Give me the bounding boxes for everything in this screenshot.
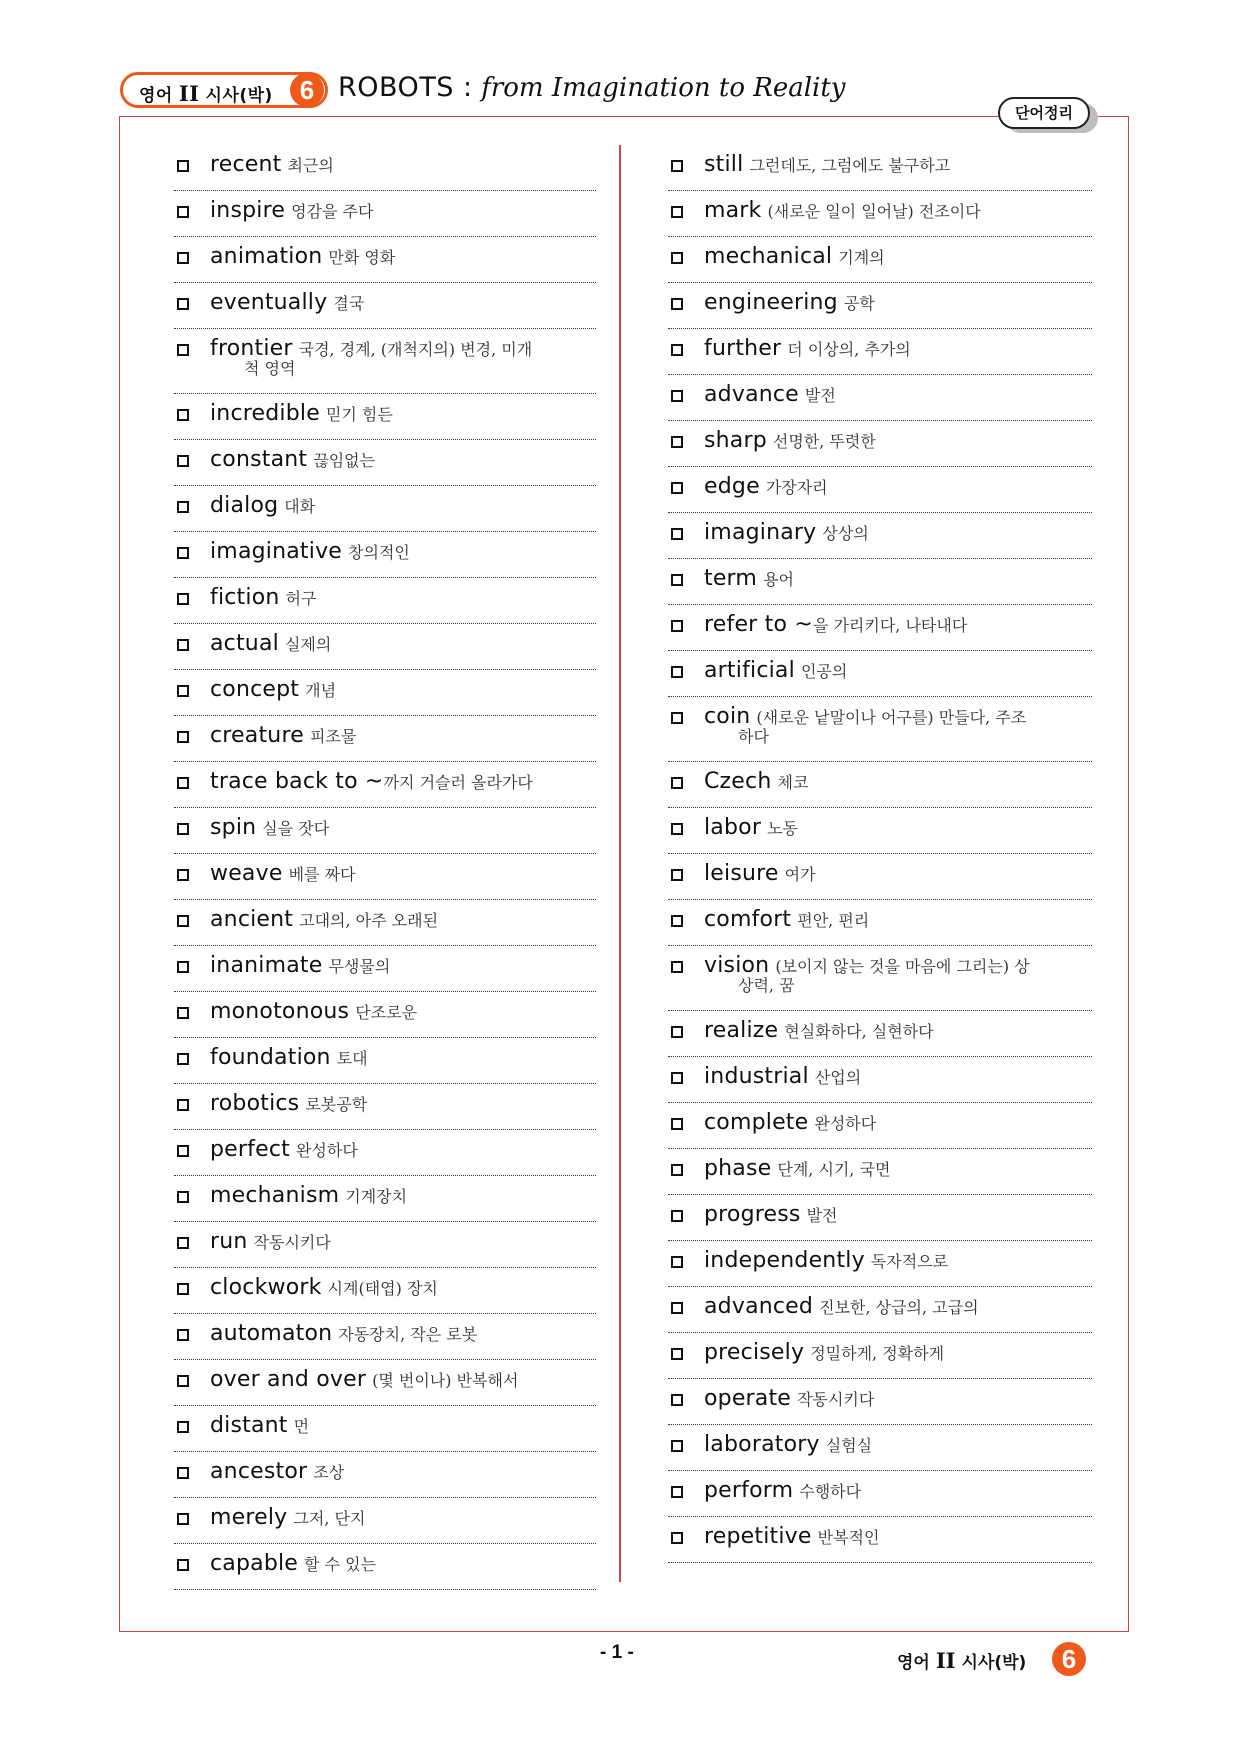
subject-label: [139, 81, 273, 106]
checkbox-icon[interactable]: [177, 547, 189, 559]
vocab-word: precisely: [704, 1340, 805, 1365]
checkbox-icon[interactable]: [177, 915, 189, 927]
vocab-item: [174, 1222, 596, 1268]
vocab-meaning: 믿기 힘든: [325, 405, 393, 424]
vocab-item: [668, 513, 1092, 559]
column-divider: [619, 145, 621, 1582]
vocab-item: [174, 1268, 596, 1314]
vocab-item: [668, 651, 1092, 697]
vocab-list-left: [174, 145, 596, 1590]
vocab-item: [174, 670, 596, 716]
vocab-meaning: 완성하다: [814, 1114, 877, 1133]
vocab-item: [668, 237, 1092, 283]
vocab-word: term: [704, 566, 758, 591]
checkbox-icon[interactable]: [671, 252, 683, 264]
checkbox-icon[interactable]: [671, 436, 683, 448]
vocab-word: robotics: [210, 1091, 300, 1116]
lesson-number-badge: 6: [290, 73, 324, 107]
vocab-item: [668, 1517, 1092, 1563]
vocab-item: [174, 532, 596, 578]
page-number: - 1 -: [600, 1642, 634, 1663]
checkbox-icon[interactable]: [177, 869, 189, 881]
vocab-word: constant: [210, 447, 308, 472]
vocab-word: independently: [704, 1248, 865, 1273]
vocab-meaning: 편안, 편리: [797, 911, 870, 930]
vocab-word: artificial: [704, 658, 795, 683]
vocab-meaning: 조상: [313, 1463, 345, 1482]
checkbox-icon[interactable]: [671, 915, 683, 927]
checkbox-icon[interactable]: [671, 961, 683, 973]
checkbox-icon[interactable]: [177, 344, 189, 356]
vocab-item: [174, 1498, 596, 1544]
vocab-word: ancestor: [210, 1459, 308, 1484]
vocab-word: merely: [210, 1505, 288, 1530]
footer-subject-suffix: 시사(박): [961, 1653, 1027, 1673]
footer-subject-prefix: 영어: [897, 1653, 930, 1673]
checkbox-icon[interactable]: [177, 1421, 189, 1433]
vocab-item: [174, 145, 596, 191]
vocab-meaning: 시계(태엽) 장치: [327, 1279, 438, 1298]
subject-prefix: 영어: [139, 86, 173, 106]
checkbox-icon[interactable]: [671, 1302, 683, 1314]
vocab-meaning: 현실화하다, 실현하다: [784, 1022, 934, 1041]
vocab-meaning: 할 수 있는: [304, 1555, 377, 1574]
page-title: [338, 72, 846, 103]
vocab-item: [174, 283, 596, 329]
checkbox-icon[interactable]: [671, 482, 683, 494]
subject-roman-numeral: II: [178, 81, 200, 106]
checkbox-icon[interactable]: [177, 1099, 189, 1111]
vocab-item: [174, 1176, 596, 1222]
vocab-word: dialog: [210, 493, 279, 518]
checkbox-icon[interactable]: [177, 298, 189, 310]
vocab-meaning: 단조로운: [355, 1003, 418, 1022]
vocab-meaning: 자동장치, 작은 로봇: [338, 1325, 478, 1344]
vocab-meaning: 을 가리키다, 나타내다: [812, 616, 968, 635]
vocab-item: [668, 191, 1092, 237]
vocab-meaning: 노동: [767, 819, 798, 838]
vocab-meaning: 단계, 시기, 국면: [777, 1160, 891, 1179]
vocab-meaning: (새로운 낱말이나 어구를) 만들다, 주조: [756, 708, 1027, 727]
vocab-word: actual: [210, 631, 279, 656]
vocab-word: weave: [210, 861, 283, 886]
vocab-item: [668, 605, 1092, 651]
checkbox-icon[interactable]: [177, 1467, 189, 1479]
vocab-meaning: 무생물의: [328, 957, 391, 976]
vocab-word: distant: [210, 1413, 288, 1438]
checkbox-icon[interactable]: [177, 1329, 189, 1341]
vocab-meaning: 정밀하게, 정확하게: [810, 1344, 945, 1363]
vocab-word: clockwork: [210, 1275, 322, 1300]
vocab-meaning: 토대: [336, 1049, 368, 1068]
vocab-item: [668, 467, 1092, 513]
vocab-word: vision: [704, 953, 770, 978]
vocab-meaning: 발전: [804, 386, 836, 405]
vocab-item: [668, 283, 1092, 329]
vocab-item: [174, 854, 596, 900]
vocab-meaning: 국경, 경계, (개척지의) 변경, 미개: [298, 340, 533, 359]
vocab-word: frontier: [210, 336, 293, 361]
vocab-item: [668, 1057, 1092, 1103]
vocab-meaning: 완성하다: [295, 1141, 358, 1160]
vocab-item: [668, 375, 1092, 421]
vocab-word: complete: [704, 1110, 809, 1135]
vocab-meaning: 최근의: [287, 156, 334, 175]
vocab-meaning: 더 이상의, 추가의: [787, 340, 911, 359]
subject-suffix: 시사(박): [205, 86, 273, 106]
checkbox-icon[interactable]: [671, 620, 683, 632]
vocab-word: perfect: [210, 1137, 290, 1162]
vocab-item: [174, 440, 596, 486]
vocab-word: automaton: [210, 1321, 333, 1346]
vocab-list-right: [668, 145, 1092, 1563]
vocab-word: mark: [704, 198, 762, 223]
checkbox-icon[interactable]: [177, 1283, 189, 1295]
checkbox-icon[interactable]: [177, 1191, 189, 1203]
checkbox-icon[interactable]: [671, 1348, 683, 1360]
checkbox-icon[interactable]: [671, 528, 683, 540]
checkbox-icon[interactable]: [177, 961, 189, 973]
checkbox-icon[interactable]: [177, 252, 189, 264]
checkbox-icon[interactable]: [671, 206, 683, 218]
vocab-item: [668, 900, 1092, 946]
vocab-word: realize: [704, 1018, 779, 1043]
footer-subject-roman: II: [935, 1648, 956, 1673]
vocab-word: comfort: [704, 907, 792, 932]
vocab-meaning: (몇 번이나) 반복해서: [372, 1371, 519, 1390]
vocab-meaning: 여가: [784, 865, 816, 884]
vocab-item: [174, 946, 596, 992]
vocab-item: [174, 1130, 596, 1176]
checkbox-icon[interactable]: [671, 869, 683, 881]
vocab-item: [668, 1287, 1092, 1333]
vocab-item: [174, 486, 596, 532]
vocab-word: inanimate: [210, 953, 323, 978]
checkbox-icon[interactable]: [177, 731, 189, 743]
vocab-meaning: 먼: [293, 1417, 310, 1436]
checkbox-icon[interactable]: [671, 1118, 683, 1130]
vocab-meaning-continued: 상력, 꿈: [738, 976, 795, 995]
vocab-meaning: 용어: [763, 570, 794, 589]
section-badge: 단어정리: [998, 97, 1090, 129]
vocab-item: [668, 1333, 1092, 1379]
checkbox-icon[interactable]: [671, 390, 683, 402]
vocab-meaning: 실험실: [825, 1436, 873, 1455]
checkbox-icon[interactable]: [177, 1513, 189, 1525]
vocab-meaning: 진보한, 상급의, 고급의: [819, 1298, 979, 1317]
vocab-word: spin: [210, 815, 257, 840]
vocab-word: coin: [704, 704, 751, 729]
vocab-item: [174, 329, 596, 394]
vocab-meaning: 창의적인: [348, 543, 410, 562]
checkbox-icon[interactable]: [177, 777, 189, 789]
vocab-meaning: 산업의: [814, 1068, 862, 1087]
vocab-word: refer to ~: [704, 612, 813, 637]
vocab-word: labor: [704, 815, 762, 840]
vocab-item: [174, 762, 596, 808]
checkbox-icon[interactable]: [177, 1053, 189, 1065]
vocab-meaning: 끊임없는: [313, 451, 376, 470]
checkbox-icon[interactable]: [177, 593, 189, 605]
checkbox-icon[interactable]: [177, 1237, 189, 1249]
vocab-meaning: 허구: [285, 589, 317, 608]
vocab-item: [668, 1241, 1092, 1287]
vocab-word: inspire: [210, 198, 286, 223]
checkbox-icon[interactable]: [671, 1210, 683, 1222]
vocab-meaning: 그저, 단지: [293, 1509, 366, 1528]
vocab-meaning: 선명한, 뚜렷한: [772, 432, 876, 451]
checkbox-icon[interactable]: [671, 1440, 683, 1452]
vocab-item: [174, 716, 596, 762]
vocab-word: laboratory: [704, 1432, 820, 1457]
vocab-meaning: 고대의, 아주 오래된: [299, 911, 439, 930]
vocab-word: engineering: [704, 290, 838, 315]
checkbox-icon[interactable]: [671, 1486, 683, 1498]
vocab-meaning: 까지 거슬러 올라가다: [383, 773, 533, 792]
vocab-word: ancient: [210, 907, 294, 932]
vocab-word: edge: [704, 474, 760, 499]
checkbox-icon[interactable]: [671, 777, 683, 789]
vocab-meaning: 대화: [284, 497, 316, 516]
checkbox-icon[interactable]: [177, 685, 189, 697]
vocab-word: operate: [704, 1386, 792, 1411]
vocab-meaning: 기계의: [838, 248, 885, 267]
vocab-item: [174, 1452, 596, 1498]
vocab-item: [668, 329, 1092, 375]
checkbox-icon[interactable]: [671, 1164, 683, 1176]
vocab-word: run: [210, 1229, 248, 1254]
vocab-item: [668, 697, 1092, 762]
vocab-item: [668, 1471, 1092, 1517]
vocab-meaning: 기계장치: [345, 1187, 408, 1206]
footer-subject-label: [897, 1648, 1026, 1673]
vocab-word: imaginary: [704, 520, 817, 545]
vocab-item: [174, 1544, 596, 1590]
vocab-meaning: 체코: [777, 773, 809, 792]
checkbox-icon[interactable]: [177, 1559, 189, 1571]
checkbox-icon[interactable]: [671, 1072, 683, 1084]
vocab-word: still: [704, 152, 744, 177]
vocab-item: [174, 1406, 596, 1452]
vocab-item: [668, 421, 1092, 467]
vocab-meaning: 수행하다: [799, 1482, 862, 1501]
vocab-item: [668, 1425, 1092, 1471]
vocab-word: capable: [210, 1551, 299, 1576]
vocab-word: imaginative: [210, 539, 343, 564]
vocab-item: [174, 394, 596, 440]
footer-lesson-number-badge: 6: [1052, 1642, 1086, 1676]
checkbox-icon[interactable]: [671, 1394, 683, 1406]
vocab-meaning: 반복적인: [817, 1528, 880, 1547]
vocab-item: [174, 1084, 596, 1130]
vocab-meaning: 베를 짜다: [288, 865, 356, 884]
vocab-meaning: 작동시키다: [797, 1390, 875, 1409]
checkbox-icon[interactable]: [671, 160, 683, 172]
vocab-item: [668, 854, 1092, 900]
vocab-item: [668, 762, 1092, 808]
checkbox-icon[interactable]: [671, 666, 683, 678]
vocab-word: leisure: [704, 861, 779, 886]
vocab-meaning: 그런데도, 그럼에도 불구하고: [749, 156, 951, 175]
vocab-word: advance: [704, 382, 799, 407]
vocab-meaning: 가장자리: [765, 478, 828, 497]
vocab-item: [668, 1149, 1092, 1195]
checkbox-icon[interactable]: [177, 455, 189, 467]
vocab-item: [174, 1360, 596, 1406]
checkbox-icon[interactable]: [671, 712, 683, 724]
vocab-item: [174, 992, 596, 1038]
checkbox-icon[interactable]: [177, 1007, 189, 1019]
checkbox-icon[interactable]: [671, 574, 683, 586]
checkbox-icon[interactable]: [177, 409, 189, 421]
vocab-meaning: 작동시키다: [253, 1233, 331, 1252]
vocab-word: trace back to ~: [210, 769, 384, 794]
checkbox-icon[interactable]: [177, 160, 189, 172]
vocab-meaning: 만화 영화: [328, 248, 396, 267]
vocab-item: [174, 578, 596, 624]
checkbox-icon[interactable]: [177, 501, 189, 513]
vocab-meaning: 공학: [843, 294, 875, 313]
vocab-item: [668, 1379, 1092, 1425]
vocab-word: mechanical: [704, 244, 833, 269]
checkbox-icon[interactable]: [177, 1375, 189, 1387]
vocab-word: repetitive: [704, 1524, 812, 1549]
vocab-meaning: 인공의: [800, 662, 848, 681]
checkbox-icon[interactable]: [671, 1532, 683, 1544]
vocab-word: progress: [704, 1202, 801, 1227]
vocab-meaning: 실을 잣다: [262, 819, 330, 838]
vocab-meaning-continued: 척 영역: [244, 359, 296, 378]
vocab-word: creature: [210, 723, 304, 748]
vocab-word: animation: [210, 244, 323, 269]
checkbox-icon[interactable]: [671, 823, 683, 835]
vocab-word: concept: [210, 677, 300, 702]
vocab-word: sharp: [704, 428, 767, 453]
vocab-meaning-continued: 하다: [738, 727, 769, 746]
vocab-meaning: 결국: [333, 294, 365, 313]
vocab-word: recent: [210, 152, 282, 177]
checkbox-icon[interactable]: [671, 1256, 683, 1268]
checkbox-icon[interactable]: [177, 823, 189, 835]
vocab-word: perform: [704, 1478, 794, 1503]
vocab-item: [668, 808, 1092, 854]
vocab-word: Czech: [704, 769, 772, 794]
vocab-word: over and over: [210, 1367, 367, 1392]
vocab-word: incredible: [210, 401, 320, 426]
vocab-item: [668, 559, 1092, 605]
vocab-meaning: 상상의: [822, 524, 869, 543]
vocab-meaning: 독자적으로: [870, 1252, 949, 1271]
checkbox-icon[interactable]: [671, 298, 683, 310]
vocab-word: foundation: [210, 1045, 331, 1070]
vocab-word: industrial: [704, 1064, 809, 1089]
checkbox-icon[interactable]: [177, 639, 189, 651]
vocab-word: monotonous: [210, 999, 350, 1024]
vocab-item: [174, 1314, 596, 1360]
vocab-word: advanced: [704, 1294, 814, 1319]
vocab-item: [174, 237, 596, 283]
vocab-meaning: 발전: [806, 1206, 838, 1225]
vocab-meaning: 영감을 주다: [291, 202, 374, 221]
checkbox-icon[interactable]: [671, 1026, 683, 1038]
vocab-item: [668, 1103, 1092, 1149]
vocab-item: [174, 808, 596, 854]
vocab-meaning: (새로운 일이 일어날) 전조이다: [767, 202, 981, 221]
vocab-meaning: 피조물: [309, 727, 357, 746]
vocab-item: [174, 624, 596, 670]
vocab-word: mechanism: [210, 1183, 340, 1208]
checkbox-icon[interactable]: [177, 1145, 189, 1157]
vocab-word: phase: [704, 1156, 772, 1181]
vocab-word: further: [704, 336, 782, 361]
vocab-meaning: (보이지 않는 것을 마음에 그리는) 상: [775, 957, 1030, 976]
vocab-item: [668, 946, 1092, 1011]
title-subtitle: from Imagination to Reality: [481, 73, 846, 103]
title-main: ROBOTS :: [338, 72, 473, 103]
checkbox-icon[interactable]: [177, 206, 189, 218]
checkbox-icon[interactable]: [671, 344, 683, 356]
vocab-item: [668, 1011, 1092, 1057]
vocab-item: [174, 900, 596, 946]
vocab-meaning: 실제의: [284, 635, 332, 654]
vocab-item: [174, 191, 596, 237]
vocab-word: eventually: [210, 290, 328, 315]
vocab-meaning: 개념: [305, 681, 337, 700]
vocab-item: [174, 1038, 596, 1084]
vocab-word: fiction: [210, 585, 280, 610]
vocab-item: [668, 1195, 1092, 1241]
vocab-meaning: 로봇공학: [305, 1095, 368, 1114]
vocab-item: [668, 145, 1092, 191]
